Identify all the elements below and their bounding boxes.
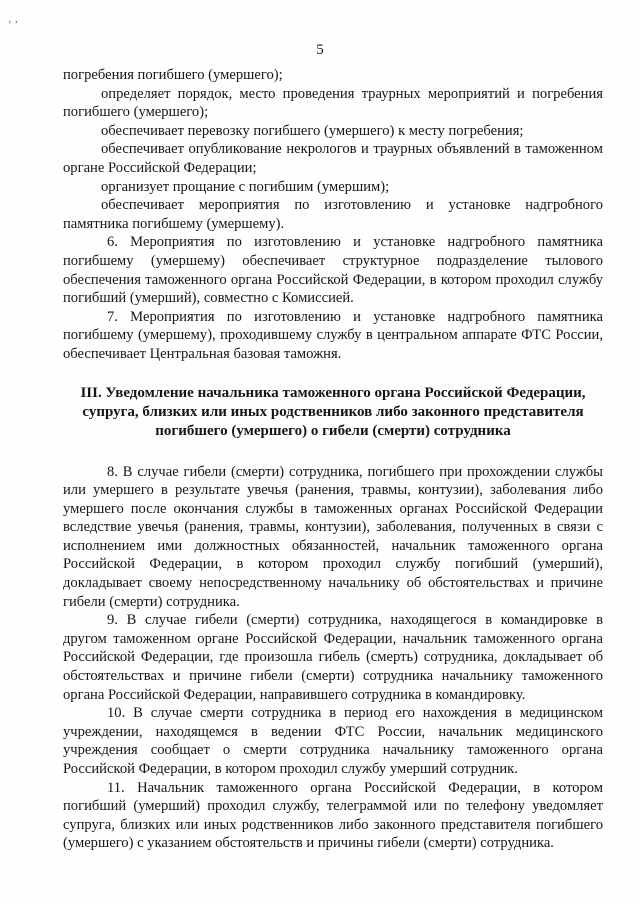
paragraph: 6. Мероприятия по изготовлению и установке надгробного памятника погибшему (умершему) обеспечивает структурное подразделение тылового обеспечения таможенного органа Российской Федерации, в котором проходил службу погибший (умерший), совместно с Комиссией. <box>63 234 603 307</box>
paragraph: организует прощание с погибшим (умершим); <box>101 178 390 195</box>
paragraph: погребения погибшего (умершего); <box>63 67 283 83</box>
document-body <box>63 66 603 853</box>
section-heading: III. Уведомление начальника таможенного органа Российской Федерации, супруга, близких или иных родственников либо законного представителя погибшего (умершего) о гибели (смерти) сотрудника <box>80 384 586 439</box>
paragraph: 11. Начальник таможенного органа Российской Федерации, в котором погибший (умерший) проходил службу, телеграммой или по телефону уведомляет супруга, близких или иных родственников либо законного представителя погибшего (умершего) с указанием обстоятельств и причины гибели (смерти) сотрудника. <box>63 779 603 852</box>
paragraph: обеспечивает опубликование некрологов и траурных объявлений в таможенном органе Российской Федерации; <box>63 141 603 176</box>
paragraph: 9. В случае гибели (смерти) сотрудника, находящегося в командировке в другом таможенном органе Российской Федерации, начальник таможенного органа Российской Федерации, где произошла гибель (смерть) сотрудника, докладывает об обстоятельствах и причине гибели (смерти) сотрудника начальнику таможенного органа Российской Федерации, направившего сотрудника в командировку. <box>63 612 603 703</box>
paragraph: определяет порядок, место проведения траурных мероприятий и погребения погибшего (умершего); <box>63 85 603 121</box>
page-number: 5 <box>316 42 324 58</box>
paragraph: 8. В случае гибели (смерти) сотрудника, погибшего при прохождении службы или умершего в результате увечья (ранения, травмы, контузии), заболевания либо умершего после окончания службы в таможенных органах Российской Федерации вследствие увечья (ранения, травмы, контузии), заболевания, полученных в связи с исполнением ими должностных обязанностей, начальник таможенного органа Российской Федерации, в котором проходил службу погибший (умерший), докладывает своему непосредственному начальнику об обстоятельствах и причине гибели (смерти) сотрудника. <box>63 463 603 610</box>
paragraph: обеспечивает мероприятия по изготовлению и установке надгробного памятника погибшему (умершему). <box>63 197 603 232</box>
paragraph: 10. В случае смерти сотрудника в период его нахождения в медицинском учреждении, находящемся в ведении ФТС России, начальник медицинского учреждения сообщает о смерти сотрудника начальнику таможенного органа Российской Федерации, в котором проходил службу умерший сотрудник. <box>63 705 603 777</box>
scan-marks: ’’ <box>8 20 22 31</box>
paragraph: обеспечивает перевозку погибшего (умершего) к месту погребения; <box>101 122 524 139</box>
paragraph: 7. Мероприятия по изготовлению и установке надгробного памятника погибшему (умершему), проходившему службу в центральном аппарате ФТС России, обеспечивает Центральная базовая таможня. <box>63 308 603 362</box>
